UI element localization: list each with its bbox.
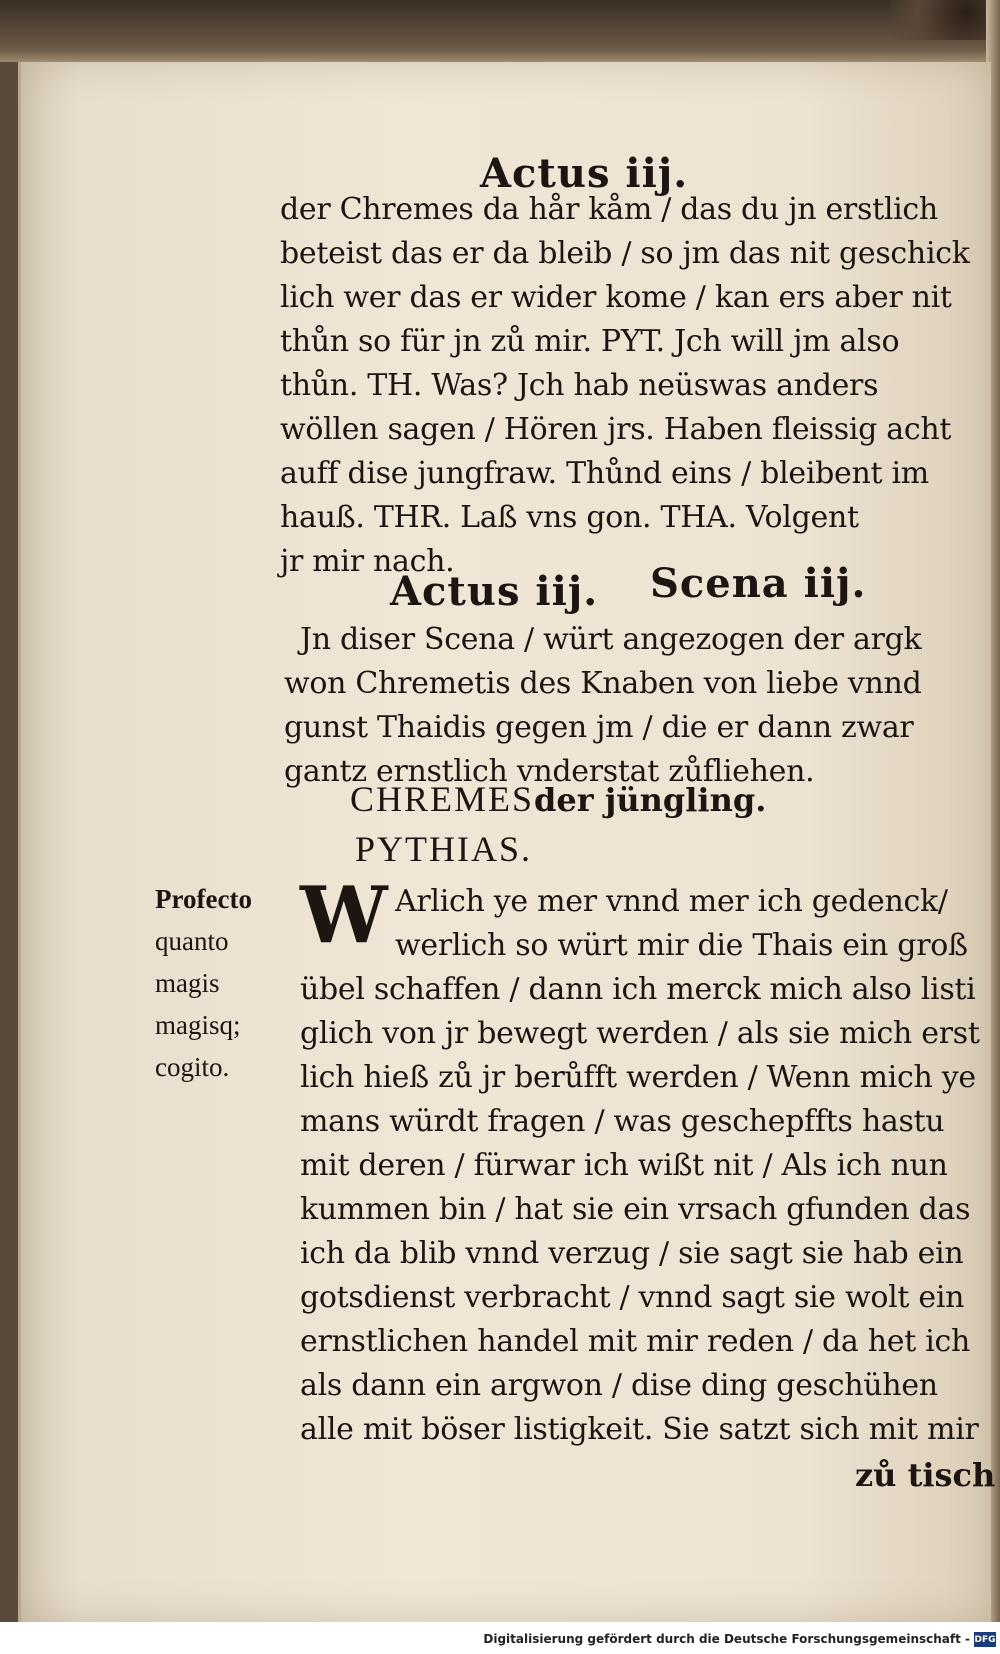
book-corner-shadow	[890, 0, 1000, 40]
body-line: lich hieß zů jr berůfft werden / Wenn mich ye	[300, 1060, 976, 1095]
book-edge-top	[0, 0, 1000, 62]
body-line: Arlich ye mer vnnd mer ich gedenck/	[395, 884, 948, 919]
margin-note-line: cogito.	[155, 1052, 230, 1082]
scene-argument	[300, 618, 921, 662]
body-line: mit deren / fürwar ich wißt nit / Als ich nun	[300, 1148, 948, 1183]
text-line: jr mir nach.	[280, 544, 455, 579]
speaker-line-1	[350, 778, 766, 820]
act-heading: Actus iij.	[390, 568, 599, 615]
margin-note-line: magisq;	[155, 1010, 241, 1040]
margin-note	[155, 878, 252, 1088]
scene-argument-cont	[284, 662, 921, 794]
speaker-name-chremes: CHREMES	[350, 779, 535, 819]
body-line: als dann ein argwon / dise ding geschühen	[300, 1368, 938, 1403]
scene-heading: Scena iij.	[650, 560, 867, 607]
margin-note-line: magis	[155, 968, 220, 998]
text-line: thůn so für jn zů mir. PYT. Jch will jm also	[280, 324, 900, 359]
body-line: gotsdienst verbracht / vnnd sagt sie wolt ein	[300, 1280, 965, 1315]
text-line: thůn. TH. Was? Jch hab neüswas anders	[280, 368, 879, 403]
text-line: wöllen sagen / Hören jrs. Haben fleissig acht	[280, 412, 952, 447]
footer-credit: Digitalisierung gefördert durch die Deutsche Forschungsgemeinschaft -	[483, 1632, 970, 1646]
body-line: mans würdt fragen / was geschepffts hastu	[300, 1104, 945, 1139]
argument-line: gantz ernstlich vnderstat zůfliehen.	[284, 754, 815, 789]
body-first-lines	[395, 880, 968, 968]
dfg-logo: DFG	[974, 1632, 996, 1647]
body-text-block	[300, 968, 980, 1452]
argument-line: gunst Thaidis gegen jm / die er dann zwar	[284, 710, 914, 745]
text-line: beteist das er da bleib / so jm das nit geschick	[280, 236, 970, 271]
margin-note-line: Profecto	[155, 884, 252, 914]
body-line: kummen bin / hat sie ein vrsach gfunden das	[300, 1192, 971, 1227]
argument-line: won Chremetis des Knaben von liebe vnnd	[284, 666, 922, 701]
decorated-initial: W	[300, 870, 388, 961]
catchword: zů tisch	[855, 1456, 996, 1494]
speaker-name-pythias: PYTHIAS.	[355, 829, 533, 869]
speaker-descriptor: der jüngling.	[534, 781, 767, 819]
text-line: der Chremes da hår kåm / das du jn erstlich	[280, 192, 938, 227]
body-line: glich von jr bewegt werden / als sie mich erst	[300, 1016, 980, 1051]
body-line: übel schaffen / dann ich merck mich also listi	[300, 972, 976, 1007]
top-text-block	[280, 188, 970, 584]
text-line: auff dise jungfraw. Thůnd eins / bleibent im	[280, 456, 929, 491]
text-line: hauß. THR. Laß vns gon. THA. Volgent	[280, 500, 859, 535]
argument-line: Jn diser Scena / würt angezogen der argk	[300, 622, 922, 657]
body-line: werlich so würt mir die Thais ein groß	[395, 928, 968, 963]
body-line: ich da blib vnnd verzug / sie sagt sie hab ein	[300, 1236, 964, 1271]
body-line: alle mit böser listigkeit. Sie satzt sich mit mir	[300, 1412, 979, 1447]
text-line: lich wer das er wider kome / kan ers aber nit	[280, 280, 952, 315]
running-head: Actus iij.	[480, 150, 689, 197]
margin-note-line: quanto	[155, 926, 229, 956]
body-line: ernstlichen handel mit mir reden / da het ich	[300, 1324, 971, 1359]
